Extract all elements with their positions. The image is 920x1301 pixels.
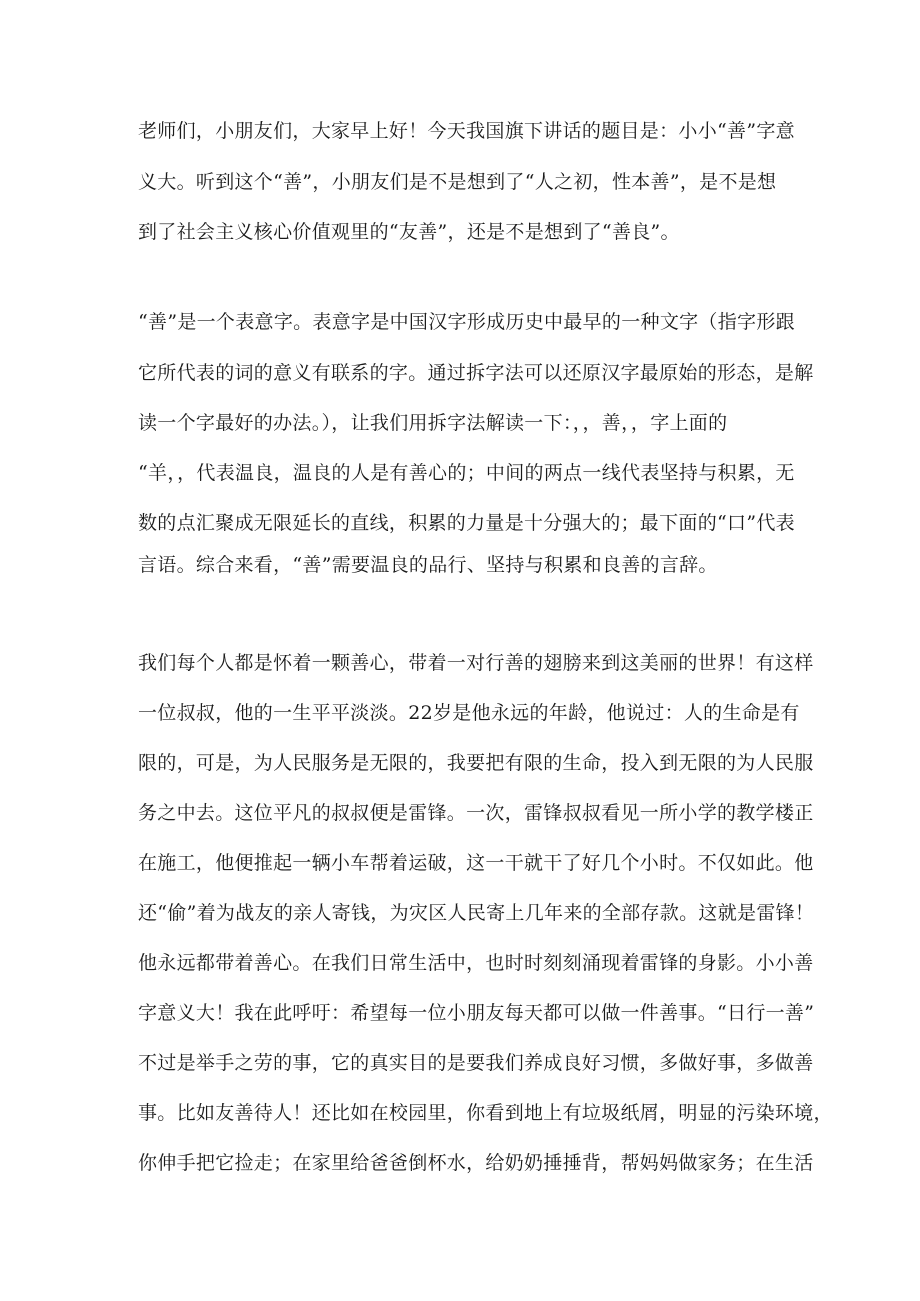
paragraph-2-line-6: 言语。综合来看，“善”需要温良的品行、坚持与积累和良善的言辞。 xyxy=(138,554,718,576)
paragraph-3-line-4: 务之中去。这位平凡的叔叔便是雷锋。一次，雷锋叔叔看见一所小学的教学楼正 xyxy=(138,802,814,824)
paragraph-2-line-2: 它所代表的词的意义有联系的字。通过拆字法可以还原汉字最原始的形态，是解 xyxy=(138,362,814,384)
paragraph-2-line-3: 读一个字最好的办法。），让我们用拆字法解读一下：，，善，，字上面的 xyxy=(138,412,728,434)
paragraph-1-line-2: 义大。听到这个“善”，小朋友们是不是想到了“人之初，性本善”，是不是想 xyxy=(138,171,777,193)
paragraph-2-line-5: 数的点汇聚成无限延长的直线，积累的力量是十分强大的；最下面的“口”代表 xyxy=(138,512,795,534)
paragraph-3-line-8: 字意义大！我在此呼吁：希望每一位小朋友每天都可以做一件善事。“日行一善” xyxy=(138,1002,815,1024)
paragraph-3-line-2: 一位叔叔，他的一生平平淡淡。22岁是他永远的年龄，他说过：人的生命是有 xyxy=(138,702,800,724)
paragraph-3-line-7: 他永远都带着善心。在我们日常生活中，也时时刻刻涌现着雷锋的身影。小小善 xyxy=(138,952,814,974)
paragraph-1-line-1: 老师们，小朋友们，大家早上好！今天我国旗下讲话的题目是：小小“善”字意 xyxy=(138,120,795,142)
paragraph-3-line-6: 还“偷”着为战友的亲人寄钱，为灾区人民寄上几年来的全部存款。这就是雷锋！ xyxy=(138,902,815,924)
paragraph-3-line-11: 你伸手把它捡走；在家里给爸爸倒杯水，给奶奶捶捶背，帮妈妈做家务；在生活 xyxy=(138,1152,814,1174)
paragraph-1-line-3: 到了社会主义核心价值观里的“友善”，还是不是想到了“善良”。 xyxy=(138,221,680,243)
paragraph-3-line-1: 我们每个人都是怀着一颗善心，带着一对行善的翅膀来到这美丽的世界！有这样 xyxy=(138,652,814,674)
paragraph-3-line-9: 不过是举手之劳的事，它的真实目的是要我们养成良好习惯，多做好事，多做善 xyxy=(138,1052,814,1074)
paragraph-3-line-5: 在施工，他便推起一辆小车帮着运破，这一干就干了好几个小时。不仅如此。他 xyxy=(138,852,814,874)
paragraph-3-line-3: 限的，可是，为人民服务是无限的，我要把有限的生命，投入到无限的为人民服 xyxy=(138,752,814,774)
paragraph-3-line-10: 事。比如友善待人！还比如在校园里，你看到地上有垃圾纸屑，明显的污染环境， xyxy=(138,1102,833,1124)
paragraph-2-line-4: “羊，，代表温良，温良的人是有善心的；中间的两点一线代表坚持与积累，无 xyxy=(138,462,795,484)
paragraph-2-line-1: “善”是一个表意字。表意字是中国汉字形成历史中最早的一种文字（指字形跟 xyxy=(138,311,795,333)
